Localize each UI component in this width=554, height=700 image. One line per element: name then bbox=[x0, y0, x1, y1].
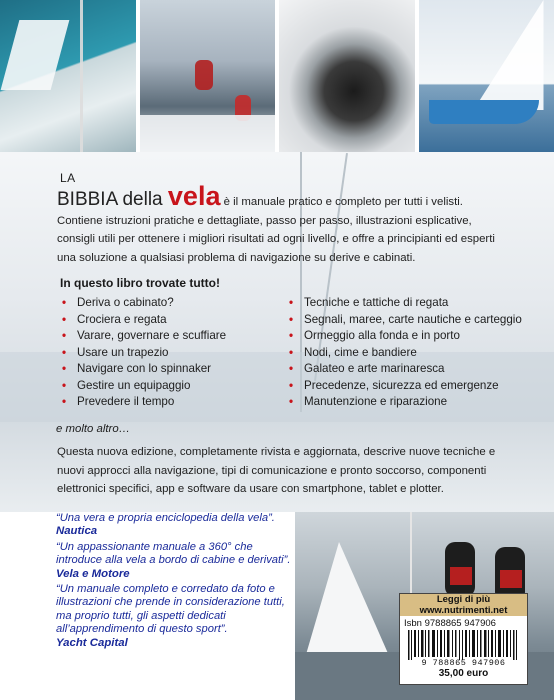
list-item: • Gestire un equipaggio bbox=[62, 378, 226, 395]
website-link[interactable]: www.nutrimenti.net bbox=[419, 605, 508, 616]
list-item: • Nodi, cime e bandiere bbox=[289, 345, 522, 362]
review-quotes bbox=[56, 512, 296, 652]
list-item: • Segnali, maree, carte nautiche e carteggio bbox=[289, 312, 522, 329]
photo-sailboat bbox=[419, 0, 554, 152]
list-item: • Varare, governare e scuffiare bbox=[62, 328, 226, 345]
price-label: 35,00 euro bbox=[438, 668, 489, 679]
edition-paragraph: Questa nuova edizione, completamente rivista e aggiornata, descrive nuove tecniche e nuovi approcci alla navigazione, tipi di comunicazione e pronto soccorso, componenti elettronici specifici, app e software da usare con smartphone, tablet e plotter. bbox=[57, 446, 496, 495]
list-item: • Galateo e arte marinaresca bbox=[289, 361, 522, 378]
list-item: • Prevedere il tempo bbox=[62, 394, 226, 411]
title-bibbia: BIBBIA bbox=[57, 189, 118, 210]
and-more-text: e molto altro… bbox=[56, 423, 131, 435]
photo-boat-deck bbox=[0, 0, 136, 152]
photo-winch bbox=[279, 0, 415, 152]
quote-text: “Un manuale completo e corredato da foto e illustrazioni che prende in considerazione tutti, ma proprio tutti, gli aspetti dedicati all’apprendimento di questo sport”. bbox=[56, 583, 285, 636]
list-item: • Precedenze, sicurezza ed emergenze bbox=[289, 378, 522, 395]
quote-text: “Un appassionante manuale a 360° che introduce alla vela a bordo di cabine e derivati”. bbox=[56, 540, 291, 567]
list-item: • Manutenzione e riparazione bbox=[289, 394, 522, 411]
price-barcode-box bbox=[399, 593, 528, 685]
photo-crew-cockpit bbox=[140, 0, 276, 152]
barcode-icon bbox=[408, 630, 518, 660]
list-item: • Navigare con lo spinnaker bbox=[62, 361, 226, 378]
intro-paragraph bbox=[57, 181, 507, 267]
read-more-label: Leggi di più bbox=[436, 594, 491, 605]
quote-source: Yacht Capital bbox=[56, 636, 128, 649]
contents-list-left bbox=[62, 295, 226, 411]
quote-source: Vela e Motore bbox=[56, 567, 130, 580]
photo-strip bbox=[0, 0, 554, 152]
website-banner bbox=[400, 594, 527, 616]
isbn-label: Isbn 9788865 947906 bbox=[404, 618, 496, 629]
contents-list-right bbox=[289, 295, 522, 411]
barcode-digits: 9 788865 947906 bbox=[421, 658, 506, 668]
title-vela: vela bbox=[167, 181, 221, 211]
contents-title: In questo libro trovate tutto! bbox=[60, 276, 220, 290]
list-item: • Deriva o cabinato? bbox=[62, 295, 226, 312]
list-item: • Usare un trapezio bbox=[62, 345, 226, 362]
list-item: • Tecniche e tattiche di regata bbox=[289, 295, 522, 312]
intro-text: è il manuale pratico e completo per tutti i velisti. Contiene istruzioni pratiche e dettagliate, passo per passo, illustrazioni esplicative, consigli utili per ottenere i migliori risultati ad ogni livello, e offre a principianti ed esperti una soluzione a qualsiasi problema di navigazione su derive e cabinati. bbox=[57, 196, 495, 264]
quote-source: Nautica bbox=[56, 525, 98, 538]
list-item: • Crociera e regata bbox=[62, 312, 226, 329]
title-della: della bbox=[117, 189, 168, 210]
quote-text: “Una vera e propria enciclopedia della vela”. bbox=[56, 512, 275, 524]
title-prefix: LA bbox=[60, 171, 76, 185]
list-item: • Ormeggio alla fonda e in porto bbox=[289, 328, 522, 345]
